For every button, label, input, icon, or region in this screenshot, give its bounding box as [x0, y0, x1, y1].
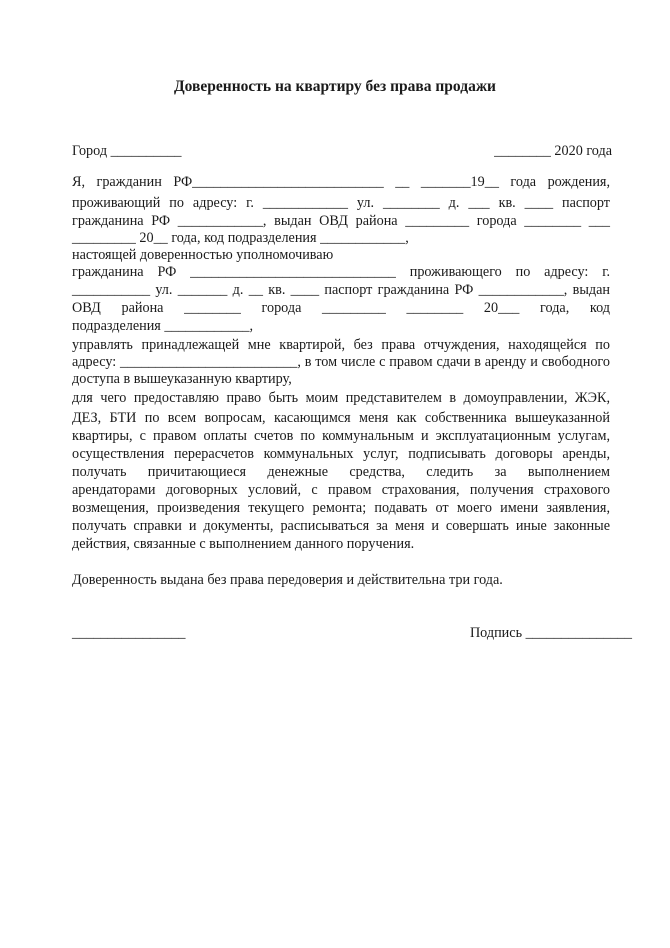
date-field: ________ 2020 года	[494, 143, 612, 159]
body-line-12: доступа в вышеуказанную квартиру,	[72, 371, 292, 387]
body-line-15: квартиры, с правом оплаты счетов по коммунальным и эксплуатационным услугам,	[72, 428, 610, 444]
body-line-19: возмещения, произведения текущего ремонта; подавать от моего имени заявления,	[72, 500, 610, 516]
closing-statement: Доверенность выдана без права передоверия и действительна три года.	[72, 572, 503, 588]
footer-blank-line: ________________	[72, 625, 186, 641]
body-line-21: действия, связанные с выполнением данного поручения.	[72, 536, 415, 552]
body-line-7: ___________ ул. _______ д. __ кв. ____ паспорт гражданина РФ ____________, выдан	[72, 282, 610, 298]
body-line-13: для чего предоставляю право быть моим представителем в домоуправлении, ЖЭК,	[72, 390, 610, 406]
signature-field: Подпись _______________	[469, 625, 632, 641]
body-line-1: Я, гражданин РФ___________________________ __ _______19__ года рождения,	[72, 174, 610, 190]
body-line-17: получать причитающиеся денежные средства, следить за выполнением	[72, 464, 610, 480]
body-line-10: управлять принадлежащей мне квартирой, без права отчуждения, находящейся по	[72, 337, 610, 353]
body-line-8: ОВД района ________ города _________ ________ 20___ года, код	[72, 300, 610, 316]
body-line-4: _________ 20__ года, код подразделения ____________,	[72, 230, 409, 246]
body-line-2: проживающий по адресу: г. ____________ ул. ________ д. ___ кв. ____ паспорт	[72, 195, 610, 211]
body-line-20: получать справки и документы, расписываться за меня и совершать иные законные	[72, 518, 610, 534]
body-line-6: гражданина РФ _____________________________ проживающего по адресу: г.	[72, 264, 610, 280]
city-field: Город __________	[72, 143, 182, 159]
body-line-14: ДЕЗ, БТИ по всем вопросам, касающимся меня как собственника вышеуказанной	[72, 410, 610, 426]
body-line-9: подразделения ____________,	[72, 318, 254, 334]
body-line-11: адресу: _________________________, в том числе с правом сдачи в аренду и свободного	[72, 354, 610, 370]
body-line-5: настоящей доверенностью уполномочиваю	[72, 247, 334, 263]
document-title: Доверенность на квартиру без права продажи	[173, 78, 496, 95]
body-line-18: арендаторами договорных условий, с правом страхования, получения страхового	[72, 482, 610, 498]
body-line-16: осуществления перерасчетов коммунальных услуг, подписывать договоры аренды,	[72, 446, 610, 462]
body-line-3: гражданина РФ ____________, выдан ОВД района _________ города ________ ___	[72, 213, 610, 229]
